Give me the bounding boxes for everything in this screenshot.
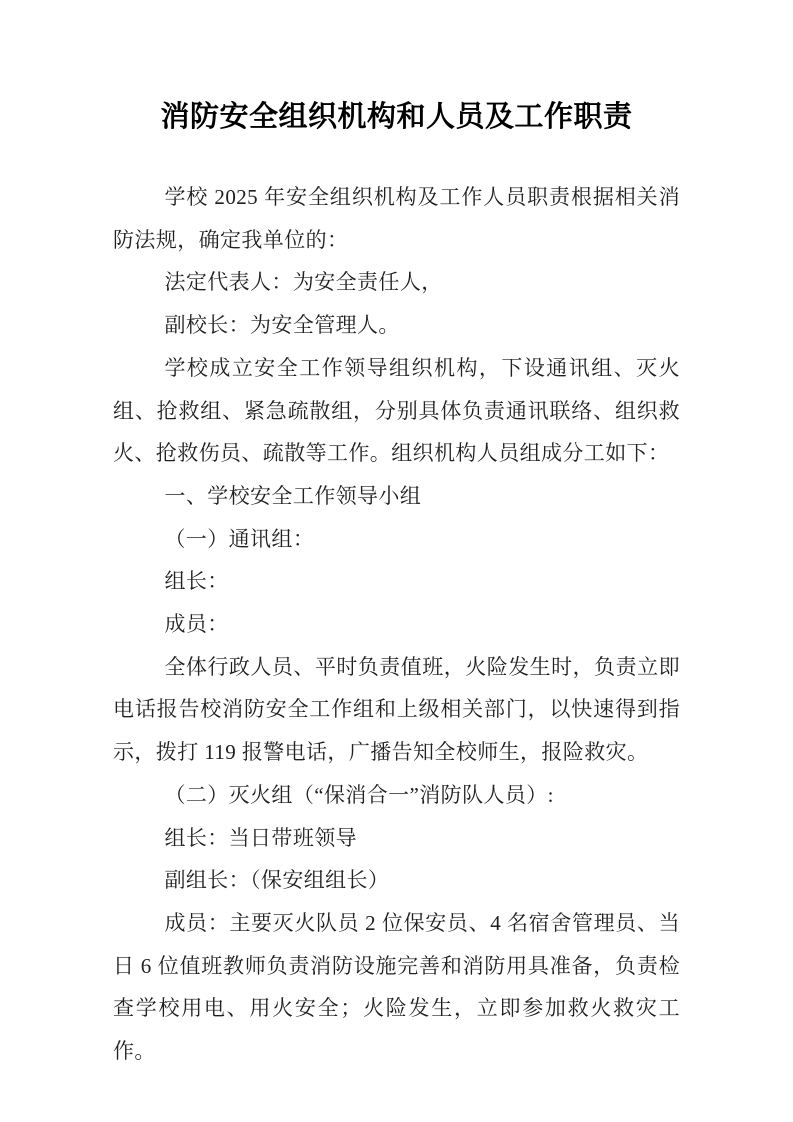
- paragraph: 学校成立安全工作领导组织机构，下设通讯组、灭火组、抢救组、紧急疏散组，分别具体负责通讯联络、组织救火、抢救伤员、疏散等工作。组织机构人员组成分工如下：: [113, 355, 680, 466]
- paragraph: 成员：: [164, 612, 229, 637]
- paragraph: 成员：主要灭火队员 2 位保安员、4 名宿舍管理员、当日 6 位值班教师负责消防设施完善和消防用具准备，负责检查学校用电、用火安全；火险发生，立即参加救火救灾工作。: [113, 910, 680, 1064]
- paragraph: 学校 2025 年安全组织机构及工作人员职责根据相关消防法规，确定我单位的：: [113, 185, 680, 252]
- paragraph: （二）灭火组（“保消合一”消防队人员）:: [164, 782, 554, 807]
- document-title: 消防安全组织机构和人员及工作职责: [160, 101, 633, 133]
- paragraph: 一、学校安全工作领导小组: [164, 483, 422, 508]
- paragraph: 副组长：（保安组组长）: [164, 868, 390, 893]
- paragraph: 组长：当日带班领导: [164, 825, 358, 850]
- paragraph: 全体行政人员、平时负责值班，火险发生时，负责立即电话报告校消防安全工作组和上级相关部门，以快速得到指示，拨打 119 报警电话，广播告知全校师生，报险救灾。: [113, 654, 680, 765]
- document-body: [113, 176, 680, 1073]
- paragraph: （一）通讯组：: [164, 526, 315, 551]
- paragraph: 组长：: [164, 569, 229, 594]
- paragraph: 法定代表人：为安全责任人，: [164, 270, 443, 295]
- paragraph: 副校长：为安全管理人。: [164, 313, 400, 338]
